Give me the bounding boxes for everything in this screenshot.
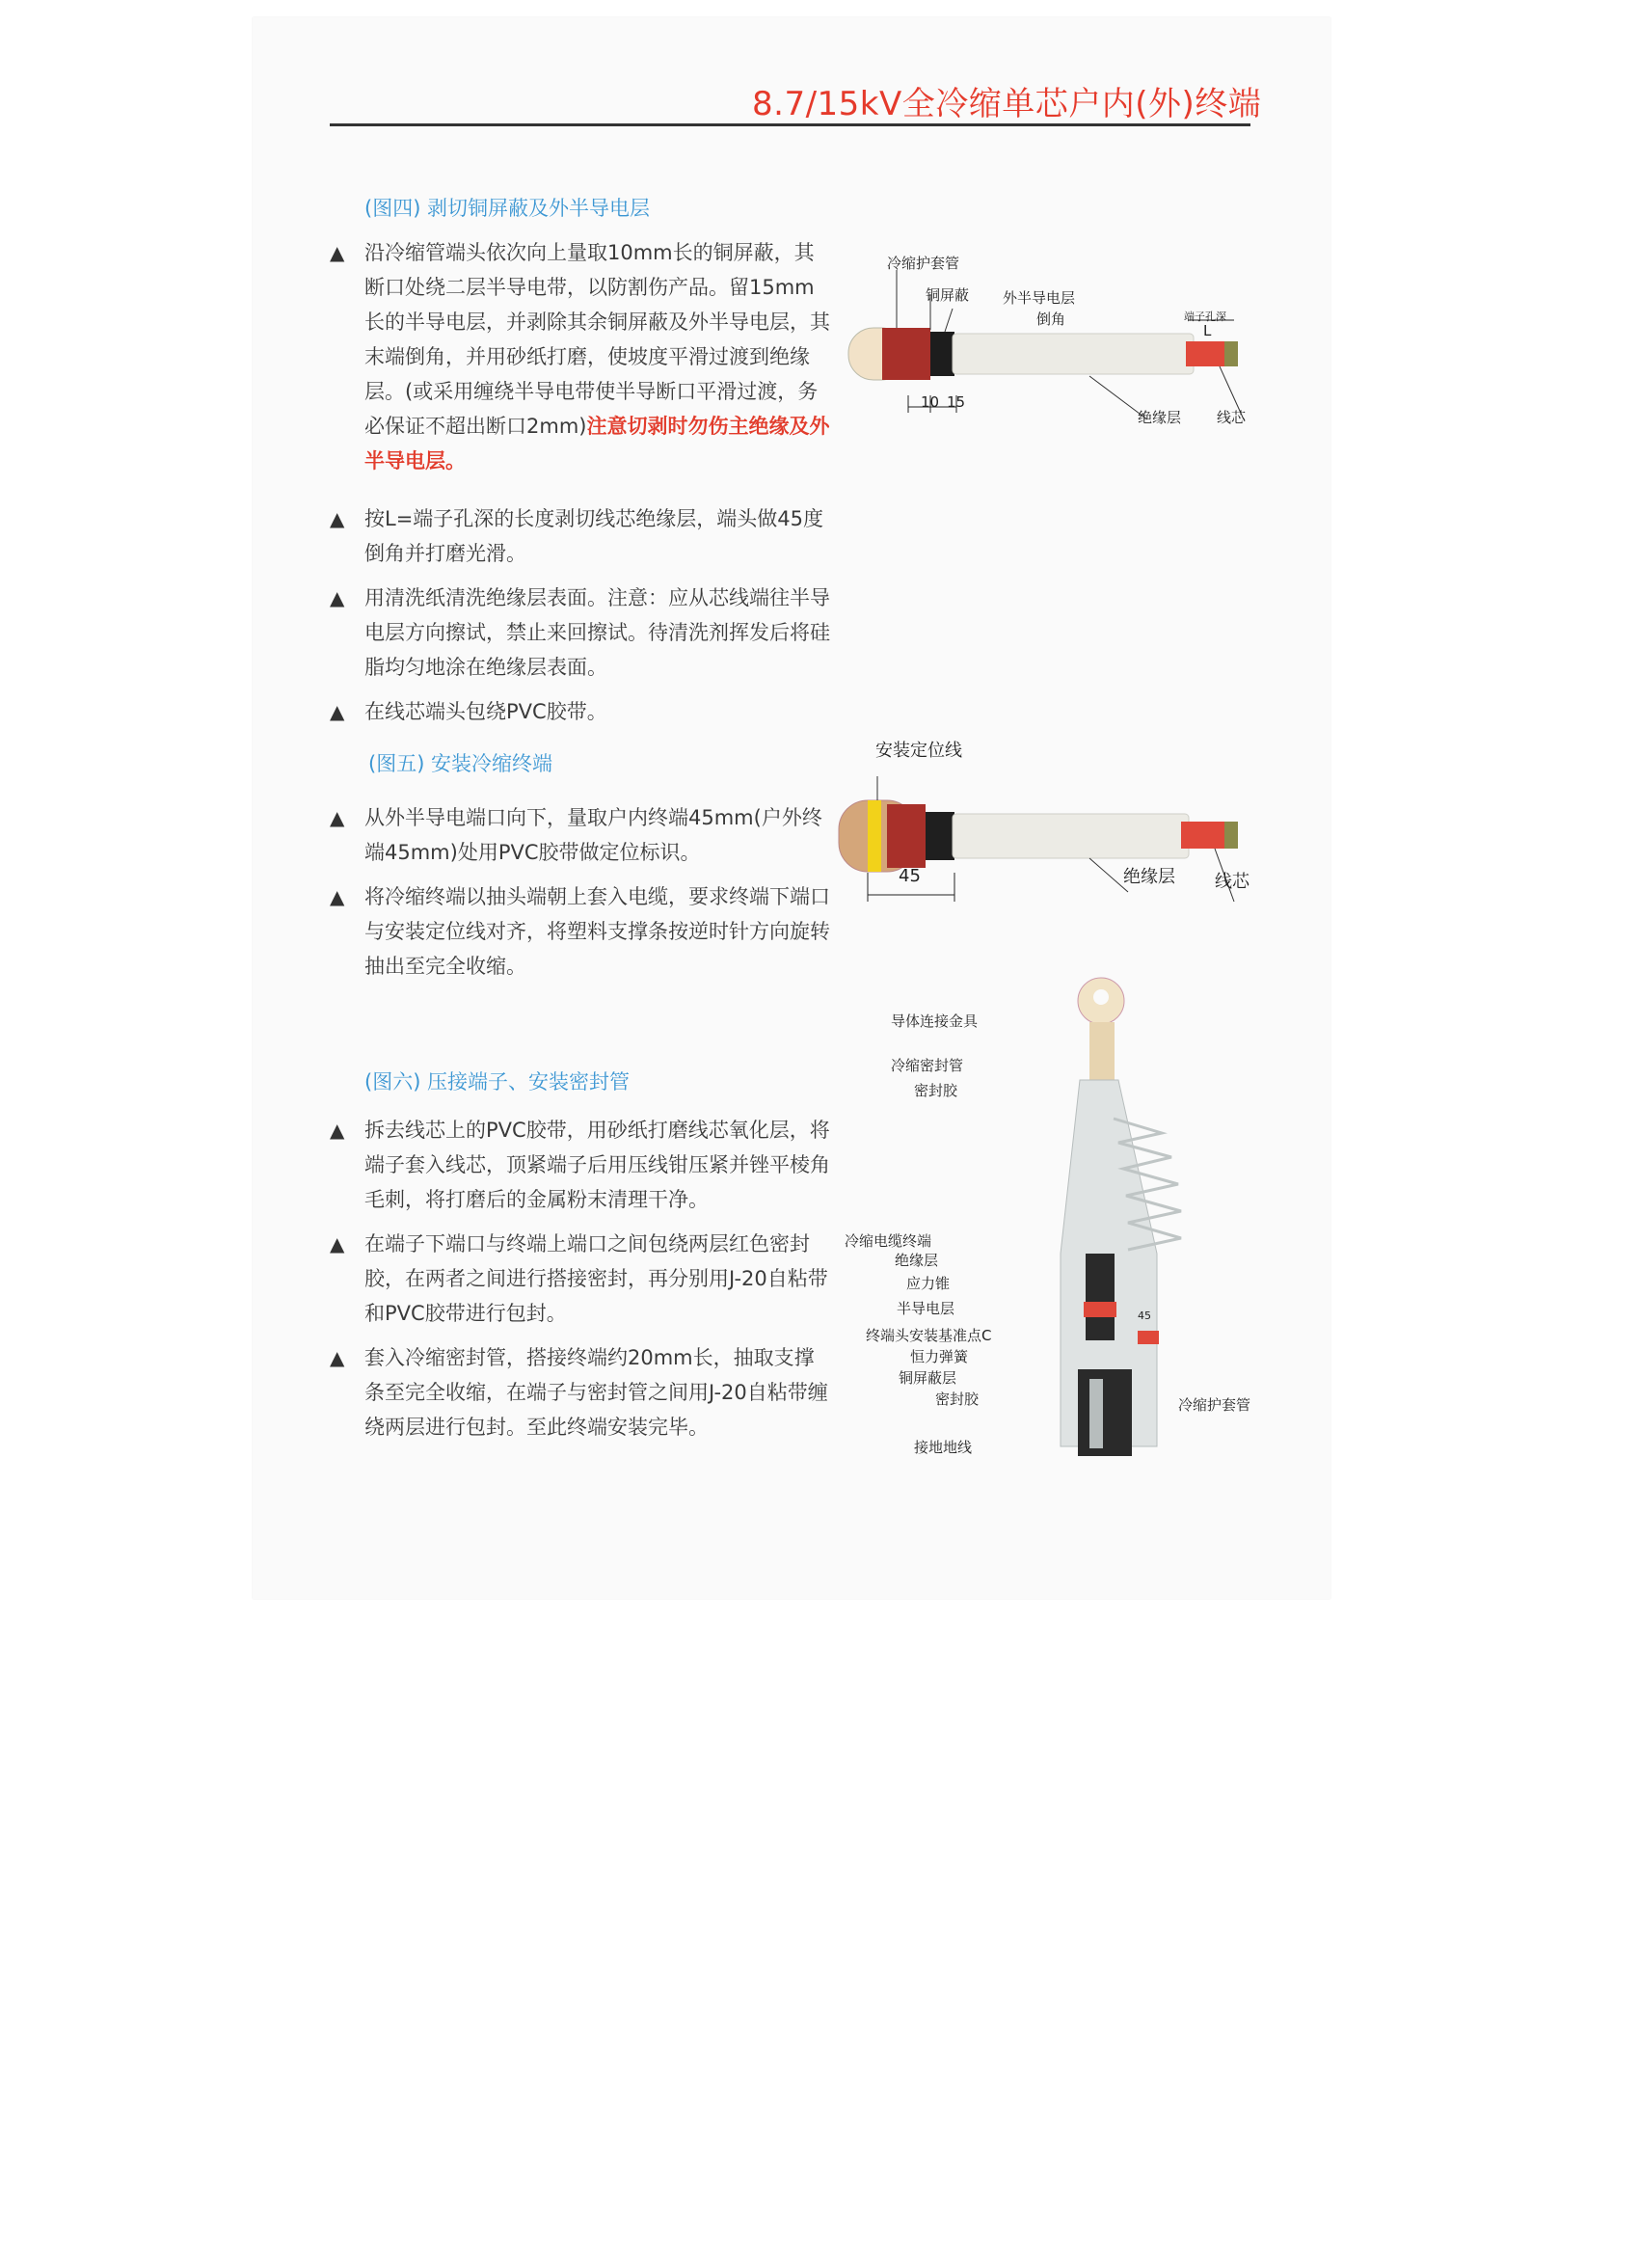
fig5-leader — [1089, 858, 1128, 892]
fig6-label-ground: 接地地线 — [914, 1439, 973, 1456]
header-divider — [330, 123, 1250, 126]
triangle-bullet-icon: ▲ — [330, 1232, 345, 1256]
section6-heading: (图六) 压接端子、安装密封管 — [364, 1070, 631, 1094]
fig6-lug-hole — [1093, 989, 1109, 1005]
fig5-label-core: 线芯 — [1215, 872, 1249, 892]
list-item — [330, 1227, 831, 1331]
fig4-label-L: L — [1203, 322, 1212, 339]
bullet-text: 在线芯端头包绕PVC胶带。 — [364, 700, 607, 723]
fig6-label-insulation: 绝缘层 — [895, 1252, 939, 1269]
fig6-label-semi: 半导电层 — [897, 1300, 955, 1317]
fig5-core-tip-shape — [1224, 822, 1238, 849]
fig4-semi-shape — [930, 332, 954, 376]
list-item — [330, 879, 831, 984]
fig5-label-dim45: 45 — [899, 866, 921, 886]
fig4-label-copper: 铜屏蔽 — [926, 286, 970, 304]
section4-bullets — [330, 235, 831, 488]
triangle-bullet-icon: ▲ — [330, 700, 345, 723]
list-item — [330, 235, 831, 478]
fig4-copper-shape — [882, 328, 930, 380]
fig4-label-hole-depth: 端子孔深 — [1184, 310, 1226, 323]
list-item — [330, 800, 831, 870]
fig5-insulation-shape — [953, 814, 1189, 858]
fig5-cable-illustration — [829, 771, 1253, 926]
fig4-insulation-shape — [953, 334, 1194, 374]
page-title: 8.7/15kV全冷缩单芯户内(外)终端 — [752, 85, 1262, 123]
fig6-lower-shape — [1078, 1369, 1132, 1456]
triangle-bullet-icon: ▲ — [330, 885, 345, 908]
section5-heading: (图五) 安装冷缩终端 — [368, 752, 553, 775]
bullet-text: 套入冷缩密封管，搭接终端约20mm长，抽取支撑条至完全收缩，在端子与密封管之间用J-20自粘带缠绕两层进行包封。至此终端安装完毕。 — [364, 1346, 828, 1439]
fig4-label-dim15: 15 — [947, 393, 966, 411]
list-item — [330, 1340, 831, 1444]
fig6-label-ref-point: 终端头安装基准点C — [866, 1327, 992, 1344]
triangle-bullet-icon: ▲ — [330, 241, 345, 264]
fig5-semi-shape — [926, 812, 954, 860]
fig6-label-sleeve: 冷缩护套管 — [1178, 1396, 1251, 1414]
list-item — [330, 580, 831, 685]
list-item — [330, 1113, 831, 1217]
bullet-text: 拆去线芯上的PVC胶带，用砂纸打磨线芯氧化层，将端子套入线芯，顶紧端子后用压线钳压紧并锉平棱角毛刺，将打磨后的金属粉末清理干净。 — [364, 1119, 830, 1211]
fig4-label-dim10: 10 — [921, 393, 940, 411]
fig4-label-insulation: 绝缘层 — [1138, 409, 1182, 426]
fig6-label-lug: 导体连接金具 — [891, 1012, 979, 1030]
triangle-bullet-icon: ▲ — [330, 507, 345, 530]
fig4-label-core: 线芯 — [1217, 409, 1247, 426]
list-item — [330, 501, 831, 571]
triangle-bullet-icon: ▲ — [330, 586, 345, 609]
fig6-label-spring: 恒力弹簧 — [910, 1348, 969, 1365]
fig6-termination-illustration — [993, 964, 1224, 1466]
fig4-label-chamfer: 倒角 — [1036, 310, 1066, 328]
triangle-bullet-icon: ▲ — [330, 806, 345, 829]
section4-heading: (图四) 剥切铜屏蔽及外半导电层 — [364, 197, 651, 220]
fig6-inner-shape — [1086, 1254, 1115, 1340]
bullet-text: 将冷缩终端以抽头端朝上套入电缆，要求终端下端口与安装定位线对齐，将塑料支撑条按逆时针方向旋转抽出至完全收缩。 — [364, 885, 830, 978]
fig6-ground-wire — [1089, 1379, 1103, 1448]
fig6-seal-tube-shape — [1089, 1022, 1115, 1080]
bullet-text: 沿冷缩管端头依次向上量取10mm长的铜屏蔽，其断口处绕二层半导电带，以防割伤产品。留15mm长的半导电层，并剥除其余铜屏蔽及外半导电层，其末端倒角，并用砂纸打磨，使坡度平滑过渡到绝缘层。(或采用缠绕半导电带使半导断口平滑过渡，务必保证不超出断口2mm) — [364, 241, 830, 438]
fig5-label-position-line: 安装定位线 — [875, 741, 962, 761]
fig4-leader — [945, 309, 953, 332]
fig4-label-outer-semi: 外半导电层 — [1003, 289, 1076, 307]
bullet-text: 从外半导电端口向下，量取户内终端45mm(户外终端45mm)处用PVC胶带做定位标识。 — [364, 806, 822, 864]
bullet-text: 在端子下端口与终端上端口之间包绕两层红色密封胶，在两者之间进行搭接密封，再分别用J-20自粘带和PVC胶带进行包封。 — [364, 1232, 828, 1325]
fig4-core-tip-shape — [1224, 341, 1238, 366]
bullet-text: 用清洗纸清洗绝缘层表面。注意：应从芯线端往半导电层方向擦试，禁止来回擦试。待清洗剂挥发后将硅脂均匀地涂在绝缘层表面。 — [364, 586, 830, 679]
fig6-label-dim45: 45 — [1138, 1310, 1151, 1322]
triangle-bullet-icon: ▲ — [330, 1346, 345, 1369]
section6-bullets — [330, 1113, 831, 1454]
fig4-label-sleeve: 冷缩护套管 — [887, 255, 960, 272]
fig6-red-band — [1084, 1302, 1116, 1317]
section5-bullets — [330, 800, 831, 993]
fig6-label-seal-tube: 冷缩密封管 — [891, 1057, 964, 1074]
section4-bullets-2 — [330, 501, 831, 739]
fig6-label-copper-layer: 铜屏蔽层 — [899, 1369, 957, 1387]
fig6-label-seal-glue-2: 密封胶 — [935, 1390, 980, 1408]
warning-text: 注意切剥时勿伤主绝缘及外半导电层。 — [364, 415, 830, 472]
fig5-position-mark — [868, 800, 881, 872]
fig5-copper-shape — [887, 804, 926, 868]
fig6-label-termination: 冷缩电缆终端 — [845, 1232, 932, 1250]
fig6-red-mark — [1138, 1331, 1159, 1344]
bullet-text: 按L=端子孔深的长度剥切线芯绝缘层，端头做45度倒角并打磨光滑。 — [364, 507, 824, 565]
fig6-label-seal-glue: 密封胶 — [914, 1082, 958, 1099]
triangle-bullet-icon: ▲ — [330, 1119, 345, 1142]
fig6-label-stress-cone: 应力锥 — [906, 1275, 951, 1292]
fig5-label-insulation: 绝缘层 — [1123, 867, 1175, 887]
list-item — [330, 694, 831, 729]
